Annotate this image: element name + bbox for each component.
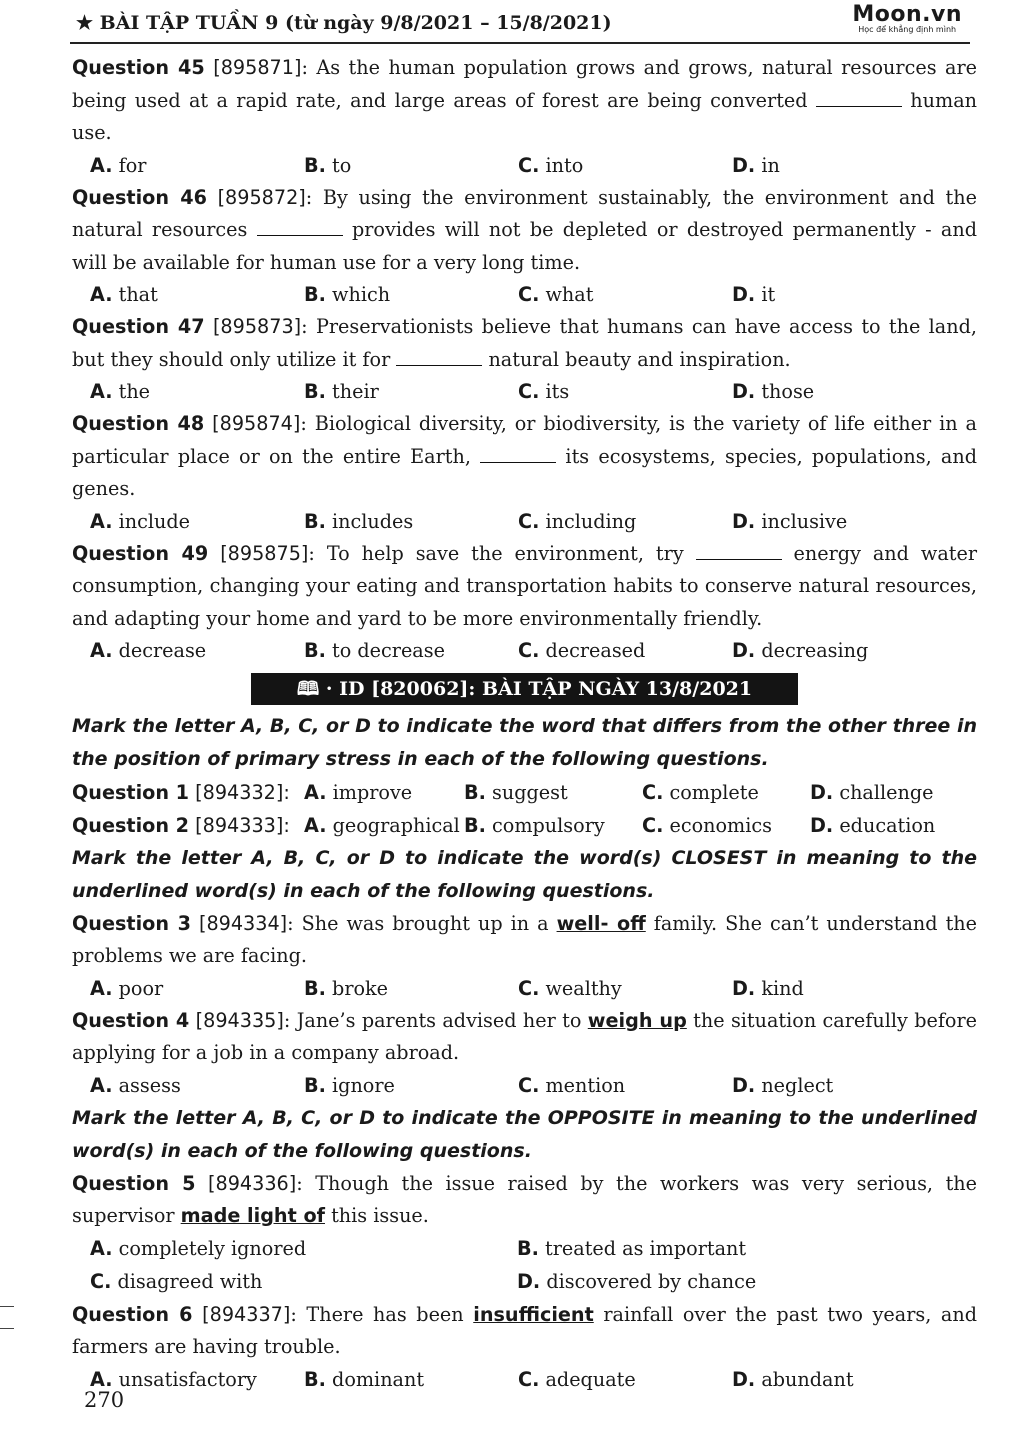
option-a[interactable]: A. improve (304, 780, 413, 804)
instruction-opposite: Mark the letter A, B, C, or D to indicate the OPPOSITE in meaning to the underlined word(s) in each of the following questions. (72, 1106, 977, 1162)
section-title-bar: 🕮 · ID [820062]: BÀI TẬP NGÀY 13/8/2021 (251, 673, 798, 705)
margin-tick (0, 1306, 14, 1307)
option-b[interactable]: B. to (304, 153, 352, 177)
underlined-phrase: well- off (556, 911, 646, 935)
option-c[interactable]: C. economics (642, 813, 772, 837)
answer-blank (816, 88, 902, 107)
option-b[interactable]: B. ignore (304, 1073, 395, 1097)
option-d[interactable]: D. decreasing (732, 639, 869, 662)
option-b[interactable]: B. dominant (304, 1367, 425, 1391)
options-row (72, 1364, 977, 1396)
page-header (70, 2, 970, 44)
options-row (72, 1070, 977, 1102)
question-text: Question 47 [895873]: Preservationists believe that humans can have access to the land, but they should only utilize it for natural beauty and inspiration. (72, 315, 977, 371)
header-title: ★ BÀI TẬP TUẦN 9 (từ ngày 9/8/2021 – 15/8/2021) (76, 12, 612, 34)
instruction-stress: Mark the letter A, B, C, or D to indicate the word that differs from the other three in the position of primary stress in each of the following questions. (72, 714, 977, 770)
option-b[interactable]: B. to decrease (304, 639, 445, 662)
option-c[interactable]: C. what (518, 283, 594, 306)
question-48 (72, 408, 977, 538)
option-d[interactable]: D. neglect (732, 1073, 834, 1097)
option-a[interactable]: A. for (90, 153, 147, 177)
option-d[interactable]: D. education (810, 813, 936, 837)
margin-tick (0, 1328, 14, 1329)
option-b[interactable]: B. treated as important (517, 1236, 747, 1260)
page-number: 270 (84, 1388, 125, 1412)
option-d[interactable]: D. challenge (810, 780, 934, 804)
option-d[interactable]: D. kind (732, 976, 804, 1000)
option-b[interactable]: B. broke (304, 976, 389, 1000)
option-b[interactable]: B. their (304, 380, 379, 403)
option-a[interactable]: A. include (90, 509, 190, 533)
option-c[interactable]: C. complete (642, 780, 759, 804)
question-text: Question 5 [894336]: Though the issue raised by the workers was very serious, the supervisor made light of this issue. (72, 1171, 978, 1227)
options-row (72, 376, 977, 408)
option-b[interactable]: B. suggest (464, 780, 568, 804)
option-d[interactable]: D. those (732, 380, 815, 403)
section-header (72, 673, 977, 706)
option-d[interactable]: D. abundant (732, 1367, 854, 1391)
question-text: Question 4 [894335]: Jane’s parents advised her to weigh up the situation carefully before applying for a job in a company abroad. (72, 1008, 978, 1064)
question-2: Question 2 [894333]: A. geographical B. compulsory C. economics D. education (72, 809, 977, 842)
option-a[interactable]: A. completely ignored (90, 1236, 307, 1260)
option-a[interactable]: A. unsatisfactory (90, 1367, 257, 1391)
question-text: Question 46 [895872]: By using the environment sustainably, the environment and the natural resources provides will not be depleted or destroyed permanently - and will be available for human use for a very long time. (72, 185, 977, 274)
options-row (72, 279, 977, 311)
option-d[interactable]: D. inclusive (732, 509, 848, 533)
question-4 (72, 1005, 977, 1102)
brand-tagline: Học để khẳng định mình (858, 25, 957, 34)
answer-blank (257, 217, 343, 236)
answer-blank (696, 541, 782, 560)
option-c[interactable]: C. including (518, 509, 637, 533)
question-text: Question 3 [894334]: She was brought up in a well- off family. She can’t understand the problems we are facing. (72, 911, 977, 967)
option-c[interactable]: C. into (518, 153, 584, 177)
answer-blank (396, 347, 482, 366)
question-3 (72, 908, 977, 1005)
question-45 (72, 52, 977, 182)
question-text: Question 49 [895875]: To help save the environment, try energy and water consumption, changing your eating and transportation habits to conserve natural resources, and adapting your home and yard to be more environmentally friendly. (72, 541, 977, 630)
option-c[interactable]: C. adequate (518, 1367, 636, 1391)
option-c[interactable]: C. mention (518, 1073, 626, 1097)
instruction-closest: Mark the letter A, B, C, or D to indicate the word(s) CLOSEST in meaning to the underlined word(s) in each of the following questions. (72, 846, 977, 902)
question-text: Question 6 [894337]: There has been insufficient rainfall over the past two years, and farmers are having trouble. (72, 1302, 977, 1358)
brand-logo (852, 2, 962, 34)
options-grid (72, 1233, 977, 1299)
option-a[interactable]: A. assess (90, 1073, 181, 1097)
question-5 (72, 1168, 977, 1299)
question-6 (72, 1299, 977, 1396)
question-46 (72, 182, 977, 312)
underlined-phrase: weigh up (587, 1008, 687, 1032)
options-row (72, 506, 977, 538)
option-b[interactable]: B. includes (304, 509, 414, 533)
options-row (72, 635, 977, 667)
option-c[interactable]: C. wealthy (518, 976, 622, 1000)
answer-blank (480, 444, 556, 463)
options-row (72, 150, 977, 182)
underlined-phrase: insufficient (473, 1302, 594, 1326)
brand-name: Moon.vn (852, 2, 962, 27)
options-row (72, 973, 977, 1005)
option-a[interactable]: A. that (90, 283, 158, 306)
question-text: Question 45 [895871]: As the human population grows and grows, natural resources are being used at a rapid rate, and large areas of forest are being converted human use. (72, 56, 977, 144)
option-b[interactable]: B. which (304, 283, 391, 306)
option-d[interactable]: D. it (732, 283, 776, 306)
option-c[interactable]: C. disagreed with (90, 1269, 263, 1293)
question-47 (72, 311, 977, 408)
page-content (72, 52, 977, 1396)
option-d[interactable]: D. discovered by chance (517, 1269, 757, 1293)
question-49 (72, 538, 977, 668)
option-d[interactable]: D. in (732, 153, 780, 177)
option-b[interactable]: B. compulsory (464, 813, 605, 837)
option-a[interactable]: A. poor (90, 976, 164, 1000)
option-a[interactable]: A. geographical (304, 813, 460, 837)
question-text: Question 48 [895874]: Biological diversity, or biodiversity, is the variety of life either in a particular place or on the entire Earth, its ecosystems, species, populations, and genes. (72, 412, 977, 500)
option-c[interactable]: C. decreased (518, 639, 646, 662)
option-a[interactable]: A. decrease (90, 639, 207, 662)
option-a[interactable]: A. the (90, 380, 151, 403)
underlined-phrase: made light of (180, 1204, 325, 1227)
question-1: Question 1 [894332]: A. improve B. suggest C. complete D. challenge (72, 776, 977, 809)
option-c[interactable]: C. its (518, 380, 570, 403)
